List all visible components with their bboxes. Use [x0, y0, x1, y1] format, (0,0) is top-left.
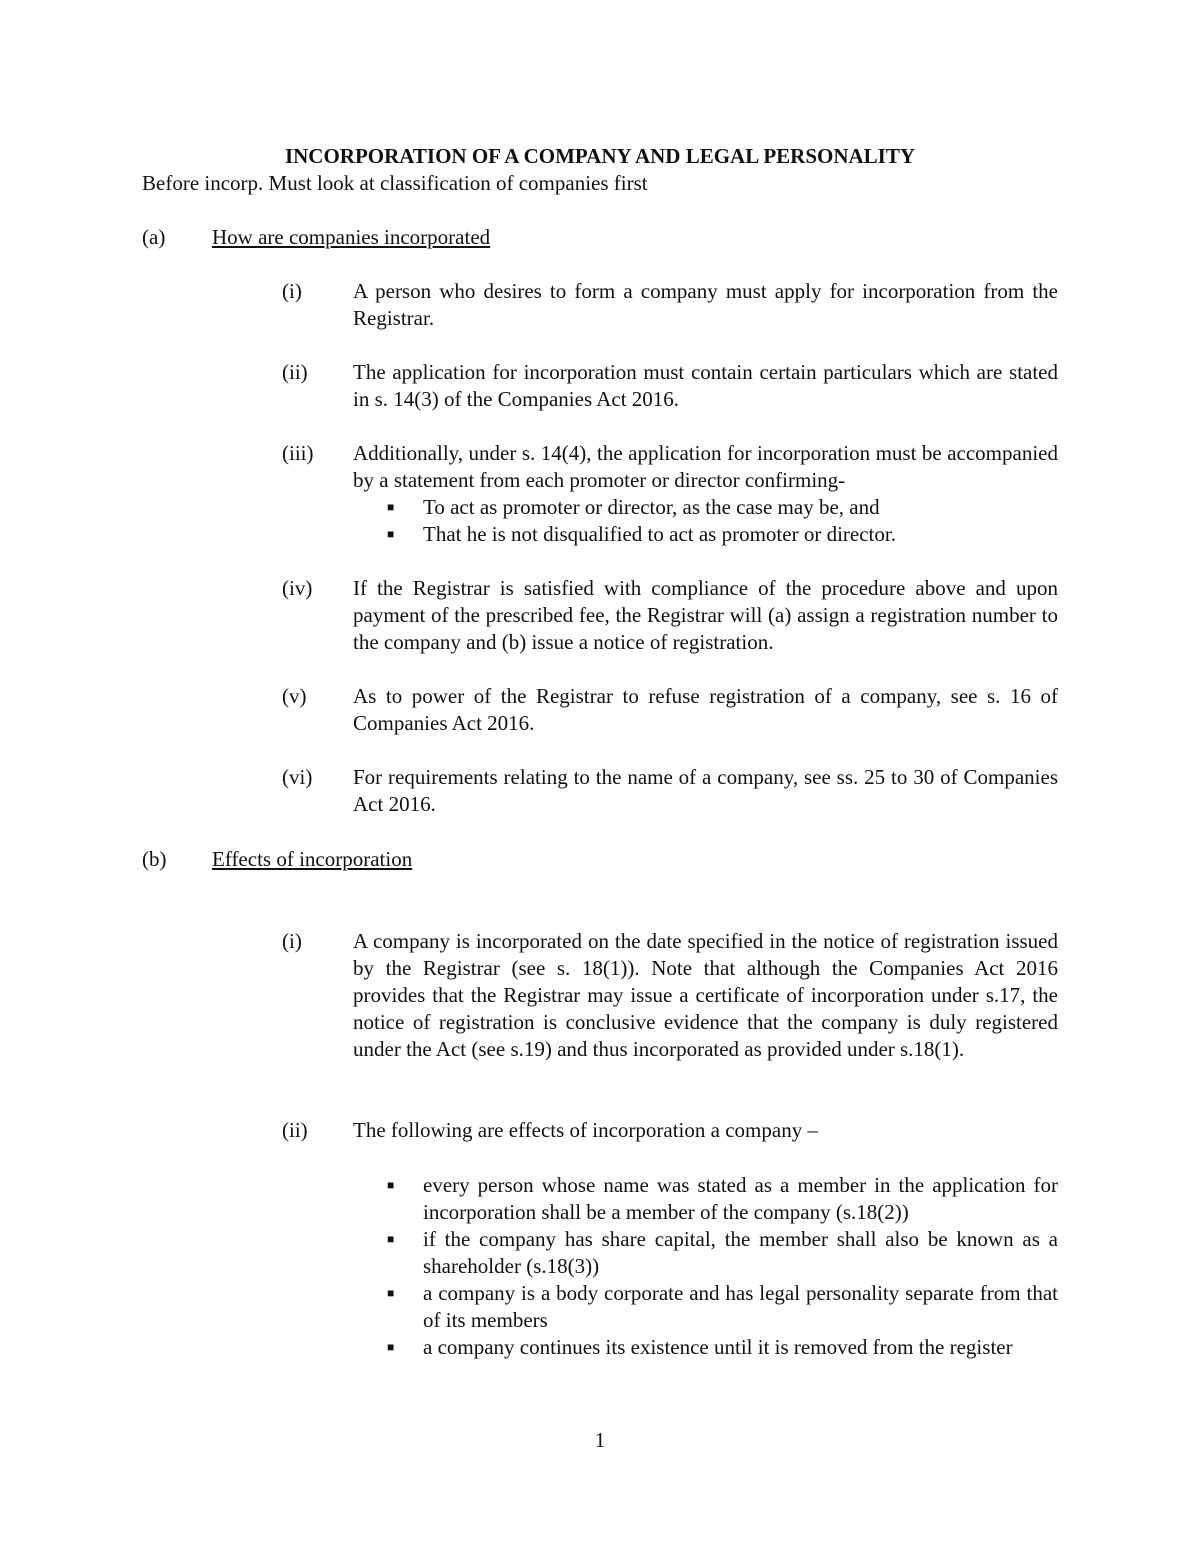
section-a-item-5-text: As to power of the Registrar to refuse registration of a company, see s. 16 of Companies Act 2016.: [353, 684, 1058, 735]
section-a-item-3-bullet-2: That he is not disqualified to act as promoter or director.: [423, 522, 896, 546]
document-title: INCORPORATION OF A COMPANY AND LEGAL PERSONALITY: [284, 144, 916, 168]
section-b-item-2-bullet-1: every person whose name was stated as a member in the application for incorporation shall be a member of the company (s.18(2)): [423, 1173, 1058, 1224]
bullet-icon: ■: [387, 1340, 395, 1354]
section-a-item-5-number: (v): [282, 684, 307, 708]
bullet-icon: ■: [387, 1178, 395, 1192]
section-b-item-2-text: The following are effects of incorporation a company –: [353, 1118, 818, 1142]
bullet-icon: ■: [387, 1286, 395, 1300]
section-a-item-2-text: The application for incorporation must contain certain particulars which are stated in s. 14(3) of the Companies Act 2016.: [353, 360, 1058, 411]
section-b-item-2-bullet-3: a company is a body corporate and has legal personality separate from that of its members: [423, 1281, 1058, 1332]
bullet-icon: ■: [387, 527, 395, 541]
section-a-heading: How are companies incorporated: [212, 225, 491, 249]
section-b-item-2-number: (ii): [282, 1118, 308, 1142]
section-a-item-6-text: For requirements relating to the name of a company, see ss. 25 to 30 of Companies Act 2016.: [353, 765, 1058, 816]
section-a-item-4-number: (iv): [282, 576, 313, 600]
section-b-item-1-text: A company is incorporated on the date specified in the notice of registration issued by the Registrar (see s. 18(1)). Note that although the Companies Act 2016 provides that the Registrar may issue a certificate of incorporation under s.17, the notice of registration is conclusive evidence that the company is duly registered under the Act (see s.19) and thus incorporated as provided under s.18(1).: [353, 929, 1058, 1061]
page-number: 1: [594, 1428, 606, 1452]
section-a-item-1-number: (i): [282, 279, 302, 303]
bullet-icon: ■: [387, 1232, 395, 1246]
section-a-item-2-number: (ii): [282, 360, 308, 384]
section-a-item-1-text: A person who desires to form a company must apply for incorporation from the Registrar.: [353, 279, 1058, 330]
bullet-icon: ■: [387, 500, 395, 514]
section-b-item-2-bullet-2: if the company has share capital, the member shall also be known as a shareholder (s.18(3)): [423, 1227, 1058, 1278]
section-b-item-2-bullet-4: a company continues its existence until it is removed from the register: [423, 1335, 1013, 1359]
document-subtitle: Before incorp. Must look at classification of companies first: [142, 171, 648, 195]
section-a-item-4-text: If the Registrar is satisfied with compliance of the procedure above and upon payment of the prescribed fee, the Registrar will (a) assign a registration number to the company and (b) issue a notice of registration.: [353, 576, 1058, 654]
section-b-item-1-number: (i): [282, 929, 302, 953]
section-a-item-3-text: Additionally, under s. 14(4), the application for incorporation must be accompanied by a statement from each promoter or director confirming-: [353, 441, 1058, 492]
section-a-item-6-number: (vi): [282, 765, 313, 789]
section-b-label: (b): [142, 847, 167, 871]
section-a-item-3-number: (iii): [282, 441, 314, 465]
section-b-heading: Effects of incorporation: [212, 847, 413, 871]
section-a-label: (a): [142, 225, 166, 249]
section-a-item-3-bullet-1: To act as promoter or director, as the case may be, and: [423, 495, 880, 519]
